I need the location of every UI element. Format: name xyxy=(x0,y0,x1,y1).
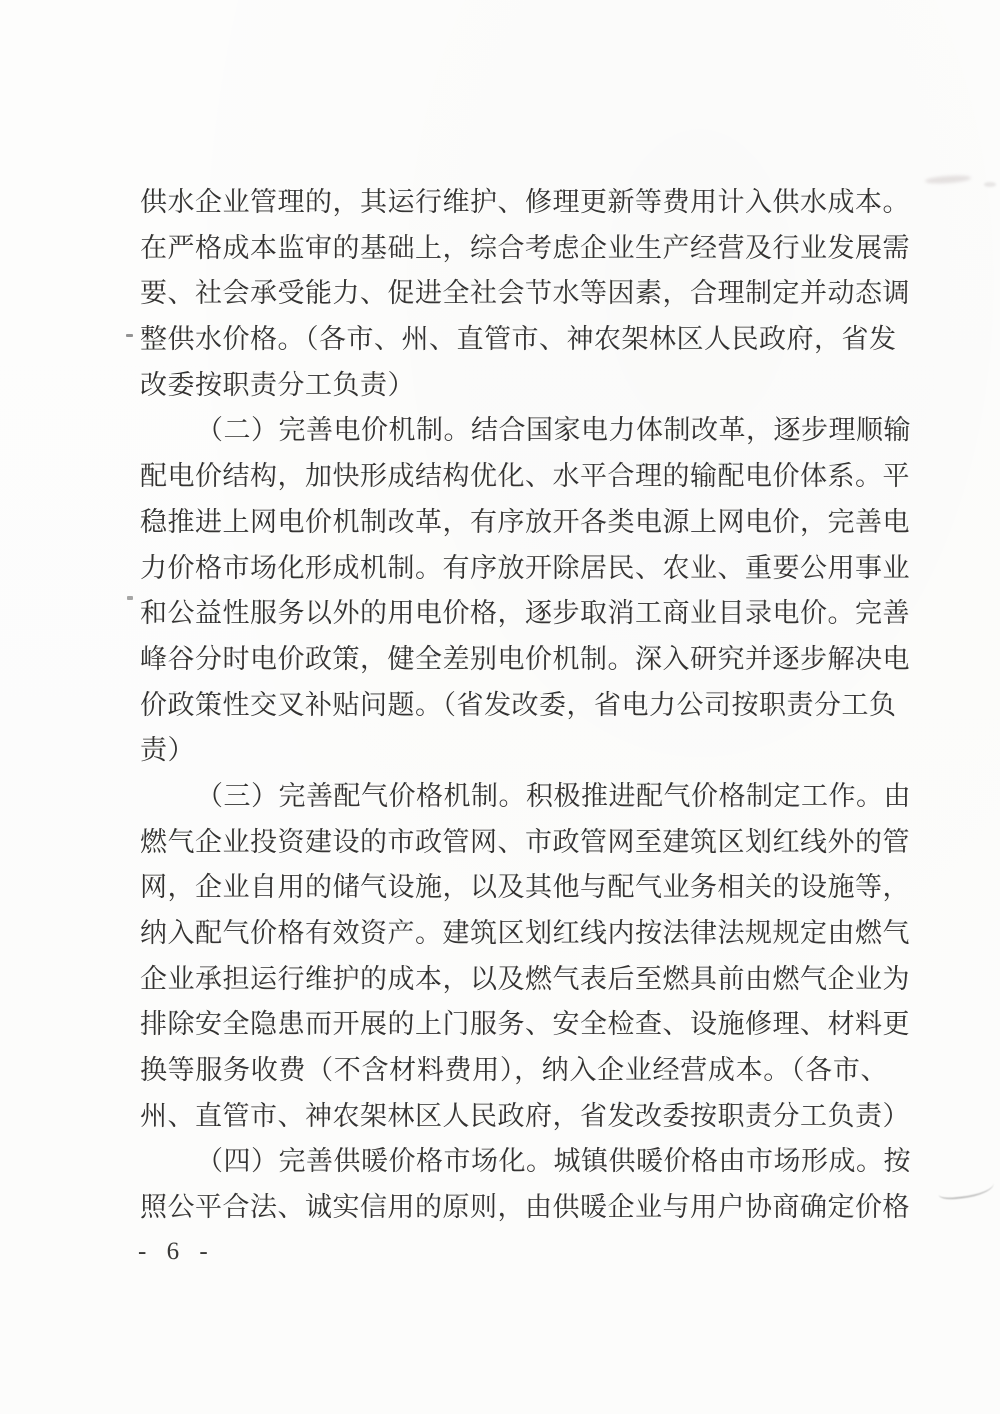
text-line: 整供水价格。（各市、州、直管市、神农架林区人民政府，省发 xyxy=(140,324,897,355)
scan-smudge xyxy=(925,174,971,184)
text-line: 峰谷分时电价政策，健全差别电价机制。深入研究并逐步解决电 xyxy=(140,643,910,674)
text-line: 在严格成本监审的基础上，综合考虑企业生产经营及行业发展需 xyxy=(140,232,910,263)
text-line: 供水企业管理的，其运行维护、修理更新等费用计入供水成本。 xyxy=(140,187,910,217)
text-line: 和公益性服务以外的用电价格，逐步取消工商业目录电价。完善 xyxy=(140,598,910,629)
text-line: 换等服务收费（不含材料费用），纳入企业经营成本。（各市、 xyxy=(140,1055,888,1086)
scan-tick-mark xyxy=(126,334,133,337)
page-number: - 6 - xyxy=(138,1238,215,1265)
text-line: 排除安全隐患而开展的上门服务、安全检查、设施修理、材料更 xyxy=(140,1009,910,1040)
text-line: 力价格市场化形成机制。有序放开除居民、农业、重要公用事业 xyxy=(140,552,910,583)
text-line: （四）完善供暖价格市场化。城镇供暖价格由市场形成。按 xyxy=(196,1146,911,1177)
text-line: （二）完善电价机制。结合国家电力体制改革，逐步理顺输 xyxy=(196,415,911,446)
text-line: 稳推进上网电价机制改革，有序放开各类电源上网电价，完善电 xyxy=(140,506,910,537)
text-line: 州、直管市、神农架林区人民政府，省发改委按职责分工负责） xyxy=(140,1100,910,1131)
text-line: 责） xyxy=(140,735,195,766)
text-line: 价政策性交叉补贴问题。（省发改委，省电力公司按职责分工负 xyxy=(140,689,897,720)
paragraph-heating-pricing xyxy=(140,1139,911,1230)
paragraph-gas-pricing xyxy=(140,774,911,1140)
scan-squiggle-mark xyxy=(937,1175,995,1201)
text-line: 燃气企业投资建设的市政管网、市政管网至建筑区划红线外的管 xyxy=(140,826,910,857)
text-line: 照公平合法、诚实信用的原则，由供暖企业与用户协商确定价格 xyxy=(140,1192,910,1223)
paragraph-water-pricing xyxy=(140,180,910,408)
text-line: 纳入配气价格有效资产。建筑区划红线内按法律法规规定由燃气 xyxy=(140,918,910,948)
paragraph-electricity-pricing xyxy=(140,408,911,774)
scan-smudge xyxy=(984,182,996,187)
text-line: 改委按职责分工负责） xyxy=(140,369,415,400)
text-line: 网，企业自用的储气设施，以及其他与配气业务相关的设施等， xyxy=(140,872,910,903)
body-text xyxy=(140,180,911,1231)
text-line: 配电价结构，加快形成结构优化、水平合理的输配电价体系。平 xyxy=(140,461,910,492)
scan-tick-mark xyxy=(127,596,133,600)
text-line: 企业承担运行维护的成本，以及燃气表后至燃具前由燃气企业为 xyxy=(140,963,910,994)
text-line: 要、社会承受能力、促进全社会节水等因素，合理制定并动态调 xyxy=(140,278,910,309)
text-line: （三）完善配气价格机制。积极推进配气价格制定工作。由 xyxy=(196,780,911,811)
